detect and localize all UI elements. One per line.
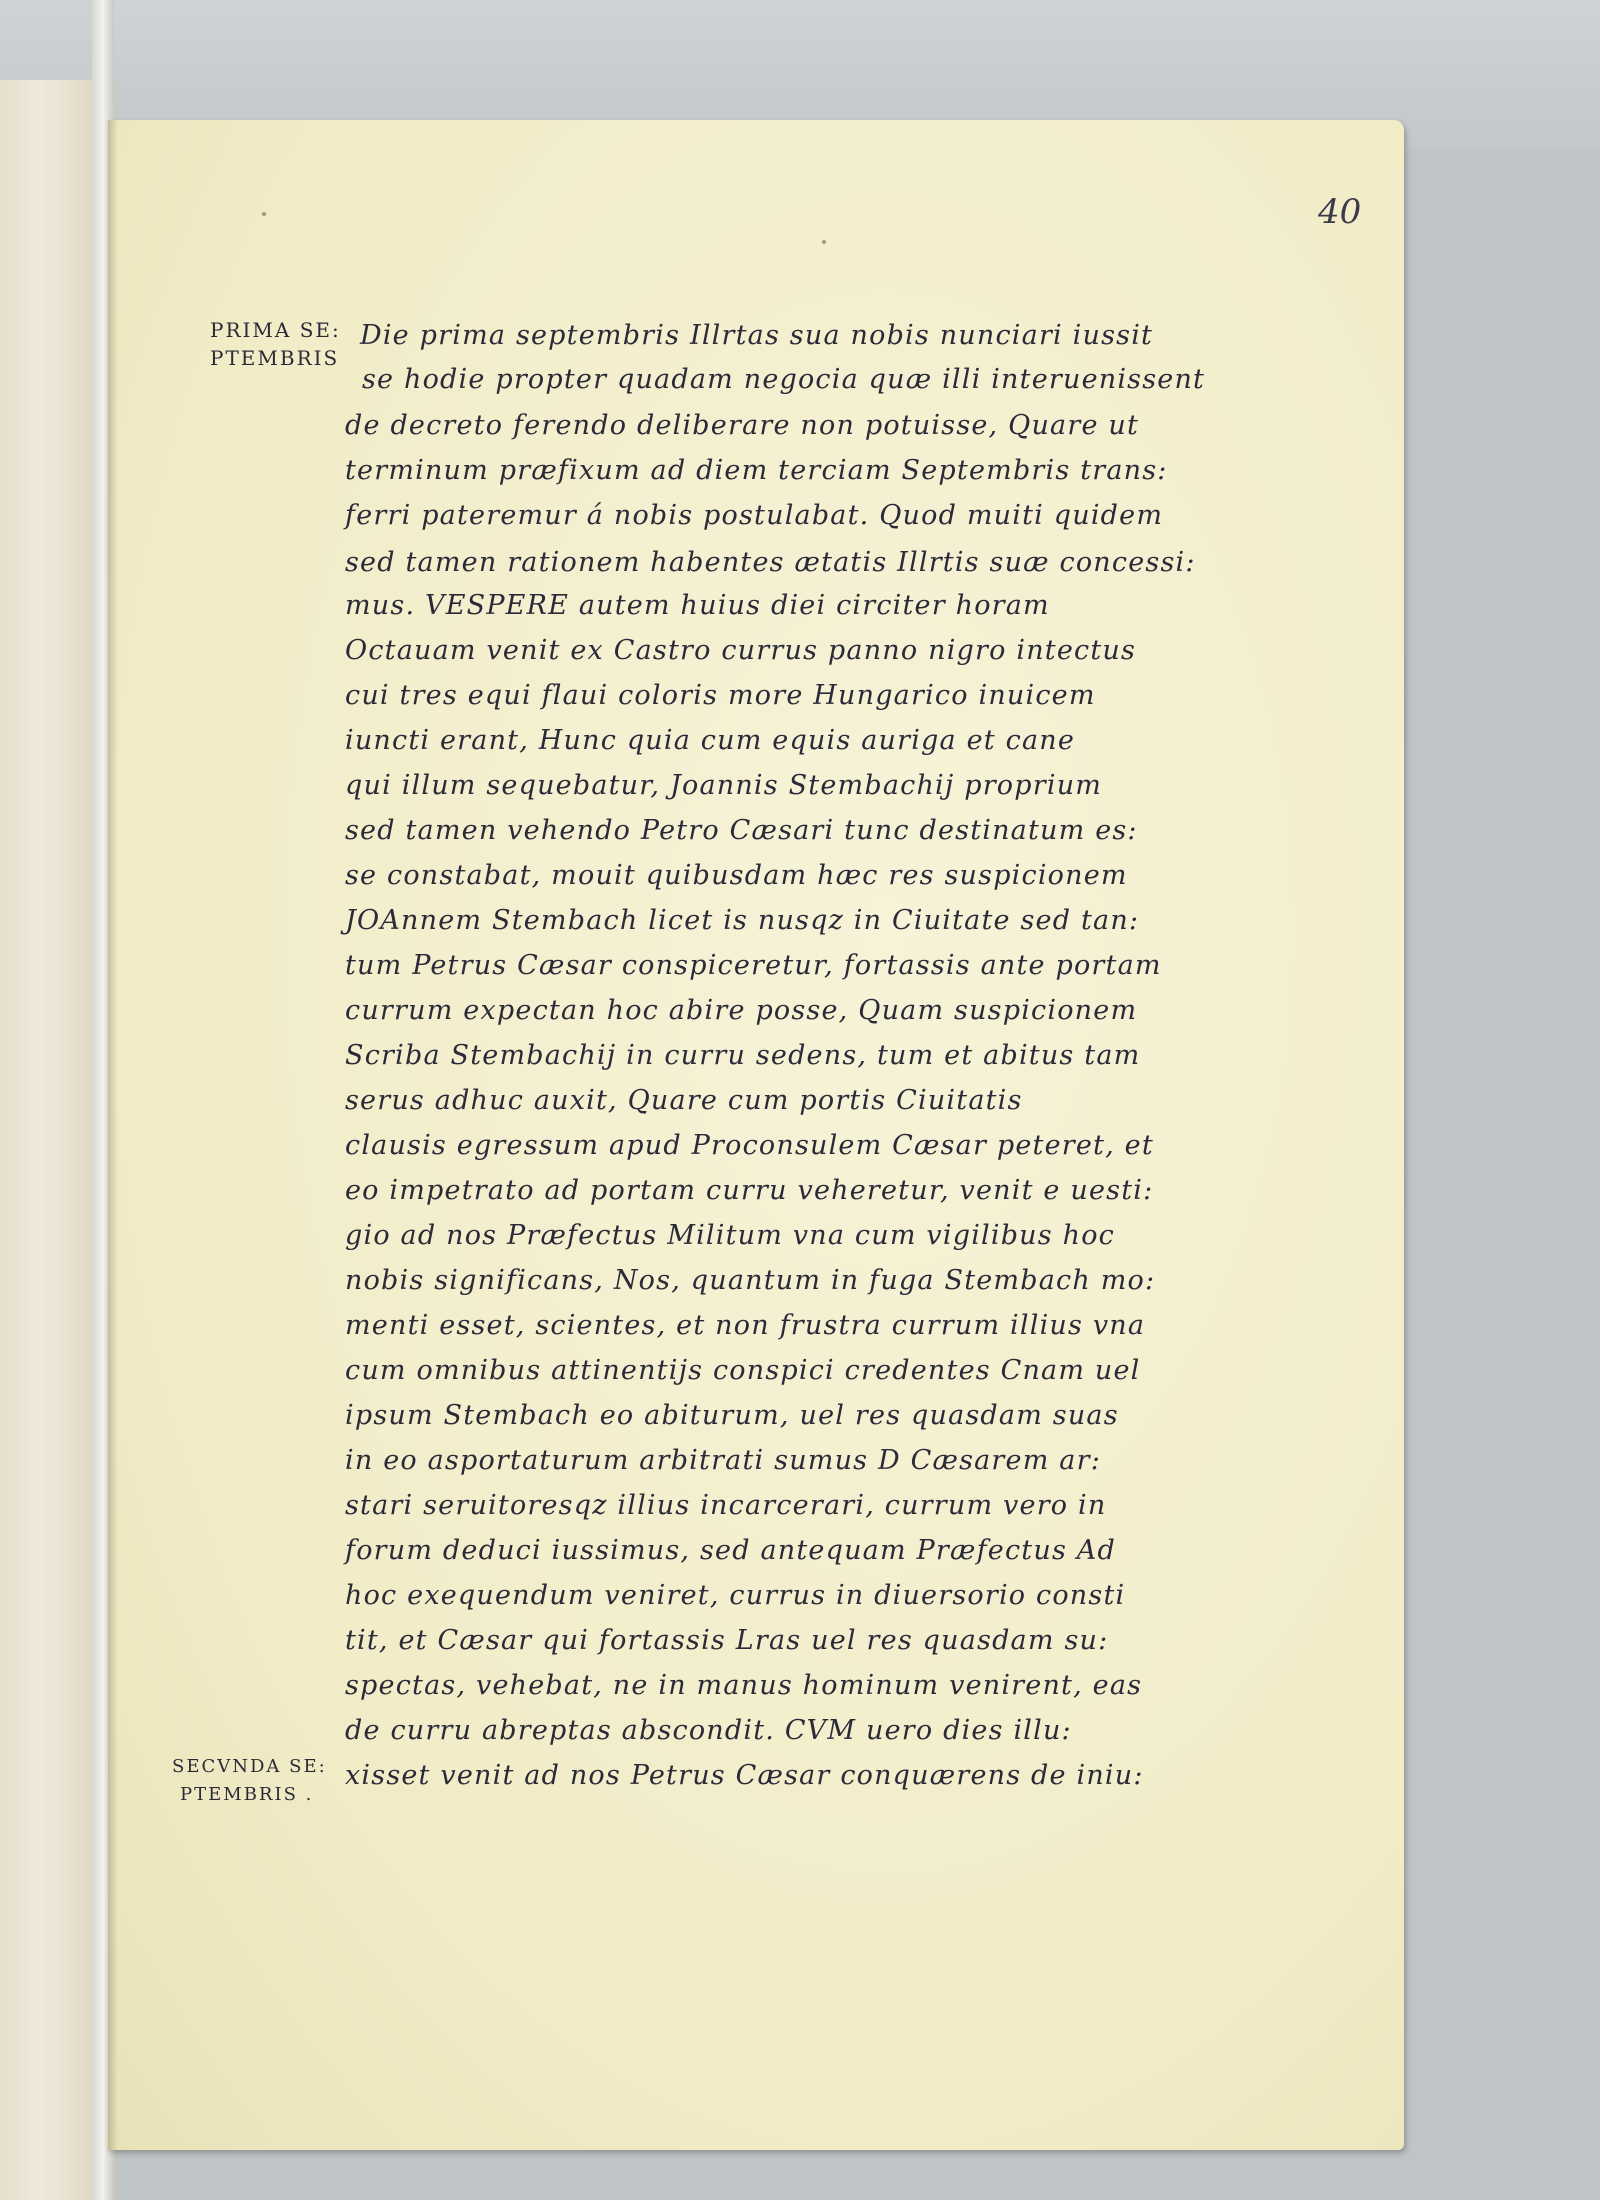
text-line: ipsum Stembach eo abiturum, uel res quasdam suas xyxy=(345,1400,1119,1431)
margin-note-line: PTEMBRIS xyxy=(210,346,340,370)
text-line: mus. VESPERE autem huius diei circiter horam xyxy=(345,590,1050,621)
text-line: ferri pateremur á nobis postulabat. Quod muiti quidem xyxy=(345,500,1164,531)
text-line: se constabat, mouit quibusdam hæc res suspicionem xyxy=(345,860,1128,891)
text-line: tit, et Cæsar qui fortassis Lras uel res quasdam su: xyxy=(345,1625,1109,1656)
text-line: sed tamen rationem habentes ætatis Illrtis suæ concessi: xyxy=(345,547,1196,578)
paper-speck xyxy=(262,212,266,216)
margin-note-line: SECVNDA SE: xyxy=(172,1756,327,1777)
text-line: cui tres equi flaui coloris more Hungarico inuicem xyxy=(345,680,1096,711)
margin-note-line: PTEMBRIS . xyxy=(180,1784,314,1805)
text-line: tum Petrus Cæsar conspiceretur, fortassis ante portam xyxy=(345,950,1162,981)
text-line: terminum præfixum ad diem terciam Septembris trans: xyxy=(345,455,1168,486)
text-line: forum deduci iussimus, sed antequam Præfectus Ad xyxy=(345,1535,1116,1566)
text-line: currum expectan hoc abire posse, Quam suspicionem xyxy=(345,995,1138,1026)
text-line: nobis significans, Nos, quantum in fuga Stembach mo: xyxy=(345,1265,1156,1296)
text-line: xisset venit ad nos Petrus Cæsar conquærens de iniu: xyxy=(345,1760,1144,1791)
text-line: de decreto ferendo deliberare non potuisse, Quare ut xyxy=(345,410,1140,441)
text-line: serus adhuc auxit, Quare cum portis Ciuitatis xyxy=(345,1085,1023,1116)
text-line: cum omnibus attinentijs conspici credentes Cnam uel xyxy=(345,1355,1141,1386)
text-line: Scriba Stembachij in curru sedens, tum et abitus tam xyxy=(345,1040,1141,1071)
text-line: spectas, vehebat, ne in manus hominum venirent, eas xyxy=(345,1670,1143,1701)
text-line: stari seruitoresqz illius incarcerari, currum vero in xyxy=(345,1490,1107,1521)
text-line: in eo asportaturum arbitrati sumus D Cæsarem ar: xyxy=(345,1445,1102,1476)
margin-note-line: PRIMA SE: xyxy=(210,318,341,342)
text-line: hoc exequendum veniret, currus in diuersorio consti xyxy=(345,1580,1126,1611)
paper-speck xyxy=(822,240,826,244)
text-line: JOAnnem Stembach licet is nusqz in Ciuitate sed tan: xyxy=(345,905,1140,936)
text-line: qui illum sequebatur, Joannis Stembachij proprium xyxy=(345,770,1103,801)
text-line: menti esset, scientes, et non frustra currum illius vna xyxy=(345,1310,1146,1341)
text-line: sed tamen vehendo Petro Cæsari tunc destinatum es: xyxy=(345,815,1138,846)
page-gutter-shadow xyxy=(108,120,118,2150)
text-line: eo impetrato ad portam curru veheretur, venit e uesti: xyxy=(345,1175,1154,1206)
text-line: gio ad nos Præfectus Militum vna cum vigilibus hoc xyxy=(345,1220,1115,1251)
text-line: clausis egressum apud Proconsulem Cæsar peteret, et xyxy=(345,1130,1154,1161)
text-line: Octauam venit ex Castro currus panno nigro intectus xyxy=(345,635,1137,666)
text-line: Die prima septembris Illrtas sua nobis nunciari iussit xyxy=(360,320,1154,351)
text-line: de curru abreptas abscondit. CVM uero dies illu: xyxy=(345,1715,1072,1746)
text-line: se hodie propter quadam negocia quæ illi interuenissent xyxy=(362,364,1206,395)
folio-number: 40 xyxy=(1318,192,1362,232)
text-line: iuncti erant, Hunc quia cum equis auriga et cane xyxy=(345,725,1076,756)
